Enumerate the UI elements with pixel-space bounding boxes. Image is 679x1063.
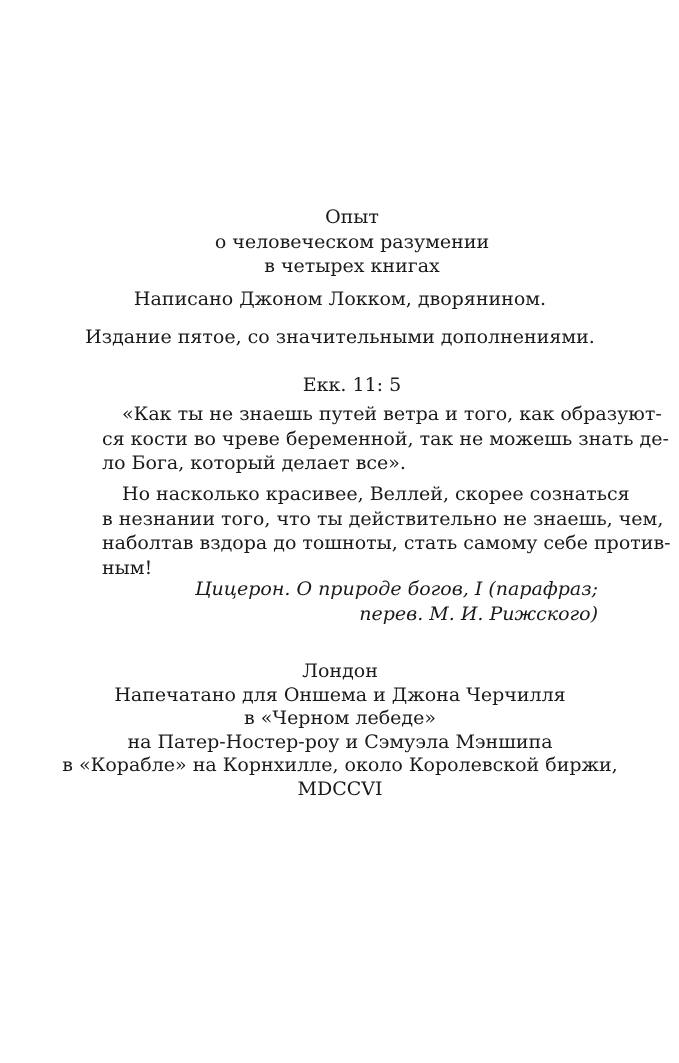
quote1-line: ся кости во чреве беременной, так не можешь знать де- [102, 427, 669, 450]
quote1-line: ло Бога, который делает все». [102, 452, 406, 475]
attribution-line-2: перев. М. И. Рижского) [359, 602, 598, 625]
quote2-line: наболтав вздора до тошноты, стать самому себе против- [102, 532, 671, 555]
book-title [107, 205, 597, 279]
title-line-1: Опыт [325, 206, 379, 228]
quote2-line: Но насколько красивее, Веллей, скорее сознаться [122, 483, 630, 505]
imprint-line-3: в «Черном лебеде» [244, 707, 436, 730]
edition-line: Издание пятое, со значительными дополнениями. [85, 326, 595, 348]
imprint-year: MDCCVI [297, 777, 383, 800]
imprint-line-5: в «Корабле» на Корнхилле, около Королевской биржи, [62, 754, 618, 777]
epigraph-quote-1 [102, 402, 669, 476]
epigraph-quote-2 [102, 482, 671, 580]
epigraph-attribution [102, 577, 598, 626]
author-line: Написано Джоном Локком, дворянином. [133, 288, 547, 310]
attribution-line-1: Цицерон. О природе богов, I (парафраз; [194, 578, 598, 600]
quote1-line: «Как ты не знаешь путей ветра и того, как образуют- [122, 403, 662, 425]
quote2-line: ным! [102, 556, 153, 579]
epigraph-reference: Екк. 11: 5 [302, 374, 402, 396]
title-line-2: о человеческом разумении [214, 230, 490, 253]
imprint-line-4: на Патер-Ностер-роу и Сэмуэла Мэншипа [127, 730, 553, 753]
imprint-line-2: Напечатано для Оншема и Джона Черчилля [114, 683, 566, 706]
imprint [60, 660, 620, 802]
title-line-3: в четырех книгах [264, 255, 440, 277]
imprint-city: Лондон [302, 660, 378, 682]
quote2-line: в незнании того, что ты действительно не знаешь, чем, [102, 507, 664, 530]
